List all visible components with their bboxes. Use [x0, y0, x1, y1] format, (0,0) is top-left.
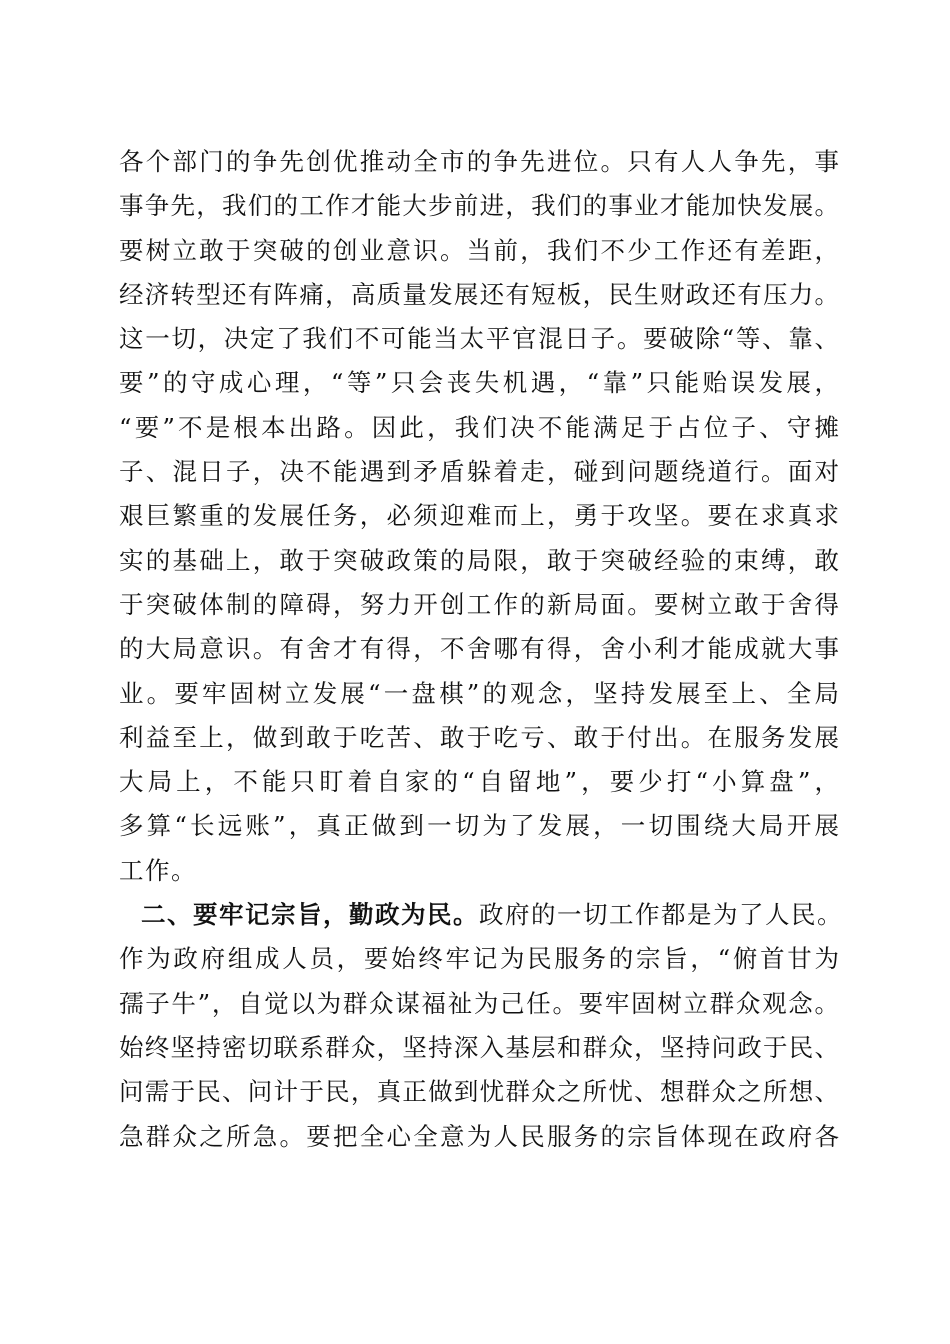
paragraph-line: 经济转型还有阵痛，高质量发展还有短板，民生财政还有压力。 — [119, 279, 839, 309]
paragraph-line: 的大局意识。有舍才有得，不舍哪有得，舍小利才能成就大事 — [119, 634, 839, 664]
paragraph-line: 工作。 — [119, 855, 197, 885]
paragraph-line: 急群众之所急。要把全心全意为人民服务的宗旨体现在政府各 — [119, 1121, 839, 1151]
paragraph-line: 实的基础上，敢于突破政策的局限，敢于突破经验的束缚，敢 — [119, 545, 839, 575]
paragraph-line: 孺子牛”，自觉以为群众谋福祉为己任。要牢固树立群众观念。 — [119, 988, 839, 1018]
paragraph-line: 多算“长远账”，真正做到一切为了发展，一切围绕大局开展 — [119, 811, 839, 841]
section-heading: 二、要牢记宗旨，勤政为民。 — [141, 900, 479, 930]
paragraph-line: “要”不是根本出路。因此，我们决不能满足于占位子、守摊 — [119, 412, 839, 442]
section-heading-line — [119, 893, 843, 937]
body-text — [119, 140, 843, 1159]
paragraph-line: 业。要牢固树立发展“一盘棋”的观念，坚持发展至上、全局 — [119, 678, 839, 708]
paragraph-line: 问需于民、问计于民，真正做到忧群众之所忧、想群众之所想、 — [119, 1077, 839, 1107]
paragraph-line: 子、混日子，决不能遇到矛盾躲着走，碰到问题绕道行。面对 — [119, 457, 839, 487]
paragraph-line: 始终坚持密切联系群众，坚持深入基层和群众，坚持问政于民、 — [119, 1032, 839, 1062]
section-heading-rest: 政府的一切工作都是为了人民。 — [479, 900, 843, 930]
paragraph-line: 于突破体制的障碍，努力开创工作的新局面。要树立敢于舍得 — [119, 589, 839, 619]
paragraph-line: 这一切，决定了我们不可能当太平官混日子。要破除“等、靠、 — [119, 324, 839, 354]
paragraph-line: 利益至上，做到敢于吃苦、敢于吃亏、敢于付出。在服务发展 — [119, 722, 839, 752]
paragraph-line: 事争先，我们的工作才能大步前进，我们的事业才能加快发展。 — [119, 191, 839, 221]
paragraph-line: 各个部门的争先创优推动全市的争先进位。只有人人争先，事 — [119, 147, 839, 176]
paragraph-line: 艰巨繁重的发展任务，必须迎难而上，勇于攻坚。要在求真求 — [119, 501, 839, 531]
paragraph-line: 要树立敢于突破的创业意识。当前，我们不少工作还有差距， — [119, 235, 839, 265]
paragraph-line: 大局上，不能只盯着自家的“自留地”，要少打“小算盘”， — [119, 767, 839, 797]
paragraph-line: 要”的守成心理，“等”只会丧失机遇，“靠”只能贻误发展， — [119, 368, 839, 398]
paragraph-line: 作为政府组成人员，要始终牢记为民服务的宗旨，“俯首甘为 — [119, 944, 839, 974]
